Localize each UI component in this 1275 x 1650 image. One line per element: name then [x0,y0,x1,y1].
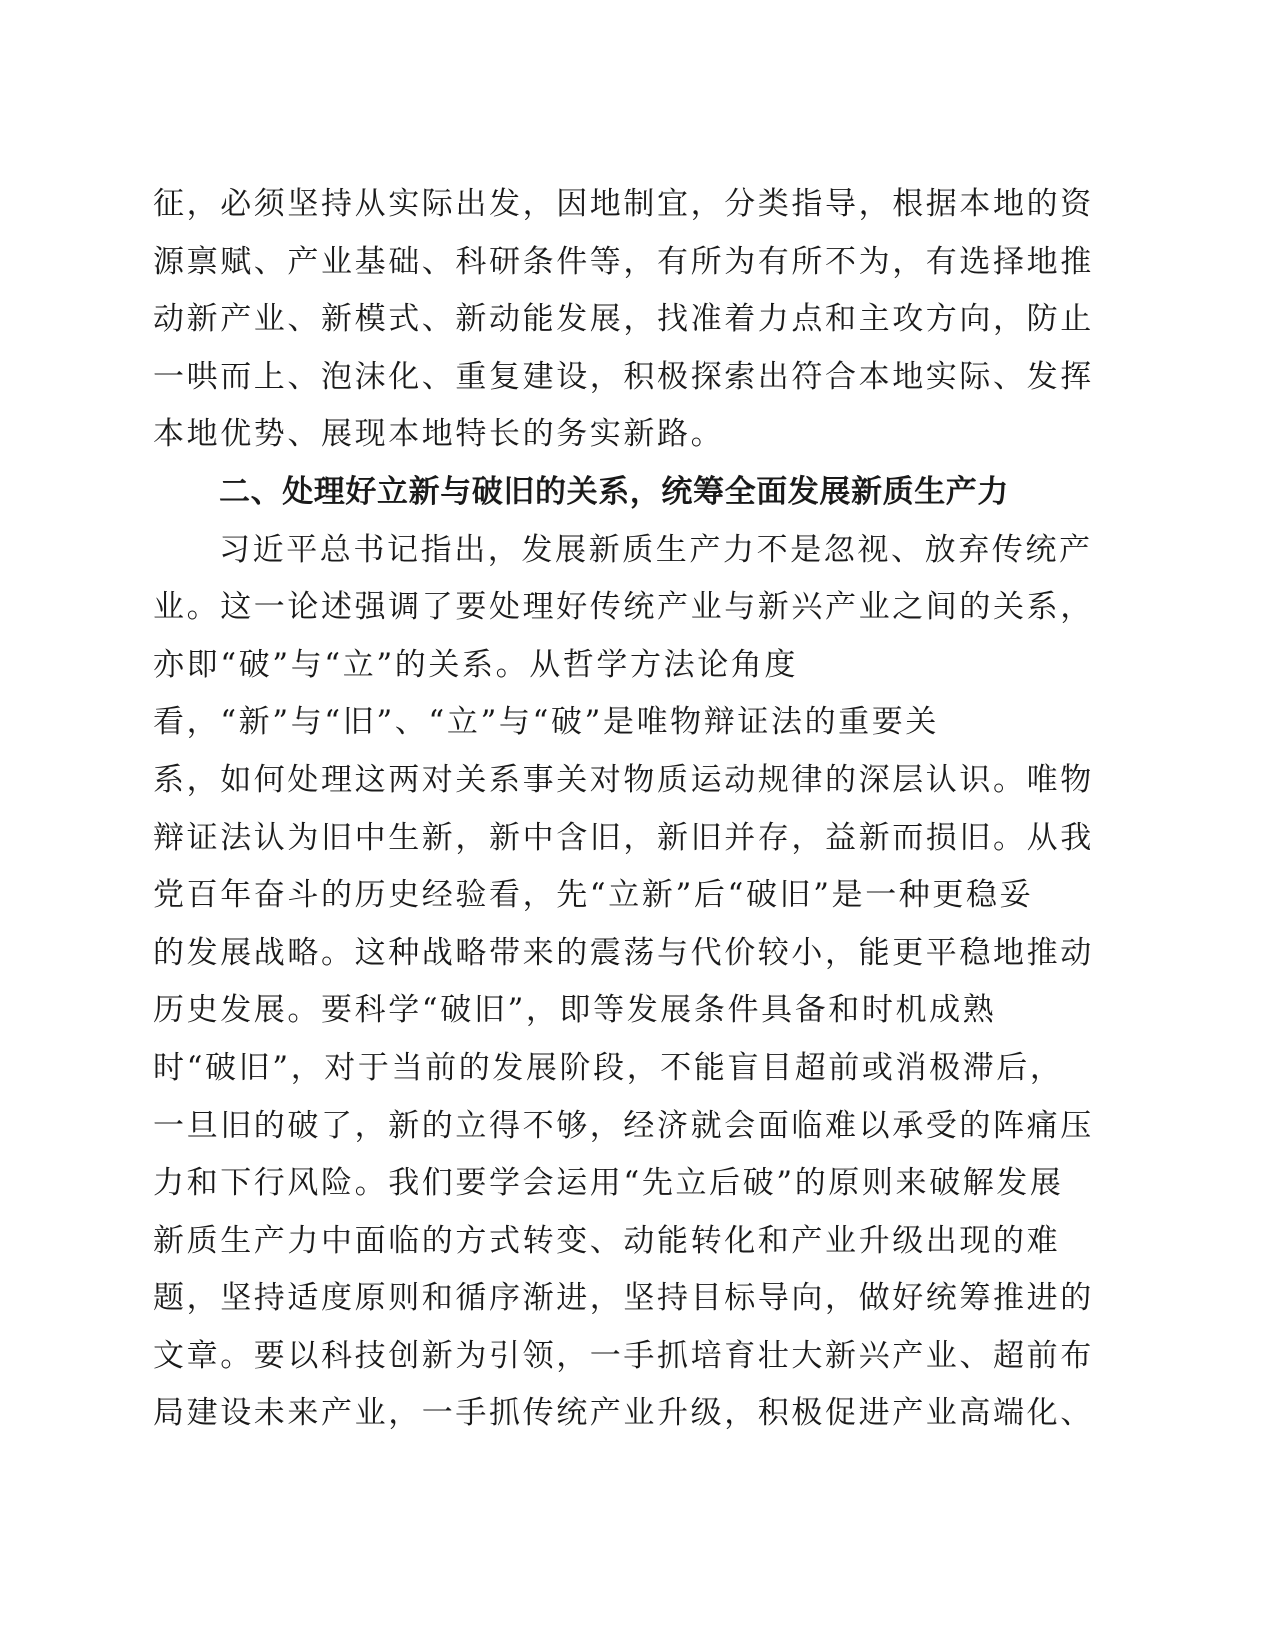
text-line: 征，必须坚持从实际出发，因地制宜，分类指导，根据本地的资 [153,186,1094,222]
text-line: 时“破旧”，对于当前的发展阶段，不能盲目超前或消极滞后， [153,1049,1064,1086]
text-line: 一旦旧的破了，新的立得不够，经济就会面临难以承受的阵痛压 [153,1107,1094,1144]
text-line: 局建设未来产业，一手抓传统产业升级，积极促进产业高端化、 [153,1395,1094,1432]
text-line: 亦即“破”与“立”的关系。从哲学方法论角度 [153,646,798,683]
text-line: 源禀赋、产业基础、科研条件等，有所为有所不为，有选择地推 [153,243,1094,280]
text-line: 业。这一论述强调了要处理好传统产业与新兴产业之间的关系， [153,589,1094,626]
text-line: 本地优势、展现本地特长的务实新路。 [153,416,725,453]
section-heading: 二、处理好立新与破旧的关系，统筹全面发展新质生产力 [219,473,1009,510]
text-line: 动新产业、新模式、新动能发展，找准着力点和主攻方向，防止 [153,301,1094,338]
text-line: 题，坚持适度原则和循序渐进，坚持目标导向，做好统筹推进的 [153,1280,1094,1317]
text-line: 力和下行风险。我们要学会运用“先立后破”的原则来破解发展 [153,1165,1064,1202]
text-line: 文章。要以科技创新为引领，一手抓培育壮大新兴产业、超前布 [153,1337,1094,1374]
text-line: 党百年奋斗的历史经验看，先“立新”后“破旧”是一种更稳妥 [153,877,1034,914]
text-line: 辩证法认为旧中生新，新中含旧，新旧并存，益新而损旧。从我 [153,819,1094,856]
text-line: 一哄而上、泡沫化、重复建设，积极探索出符合本地实际、发挥 [153,358,1094,395]
text-line: 新质生产力中面临的方式转变、动能转化和产业升级出现的难 [153,1222,1061,1259]
body-text [153,176,1093,1443]
text-line: 的发展战略。这种战略带来的震荡与代价较小，能更平稳地推动 [153,934,1094,971]
text-line: 历史发展。要科学“破旧”，即等发展条件具备和时机成熟 [153,992,997,1029]
text-line: 看，“新”与“旧”、“立”与“破”是唯物辩证法的重要关 [153,704,939,741]
text-line: 系，如何处理这两对关系事关对物质运动规律的深层认识。唯物 [153,761,1094,798]
paragraph-first-line: 习近平总书记指出，发展新质生产力不是忽视、放弃传统产 [219,531,1093,568]
